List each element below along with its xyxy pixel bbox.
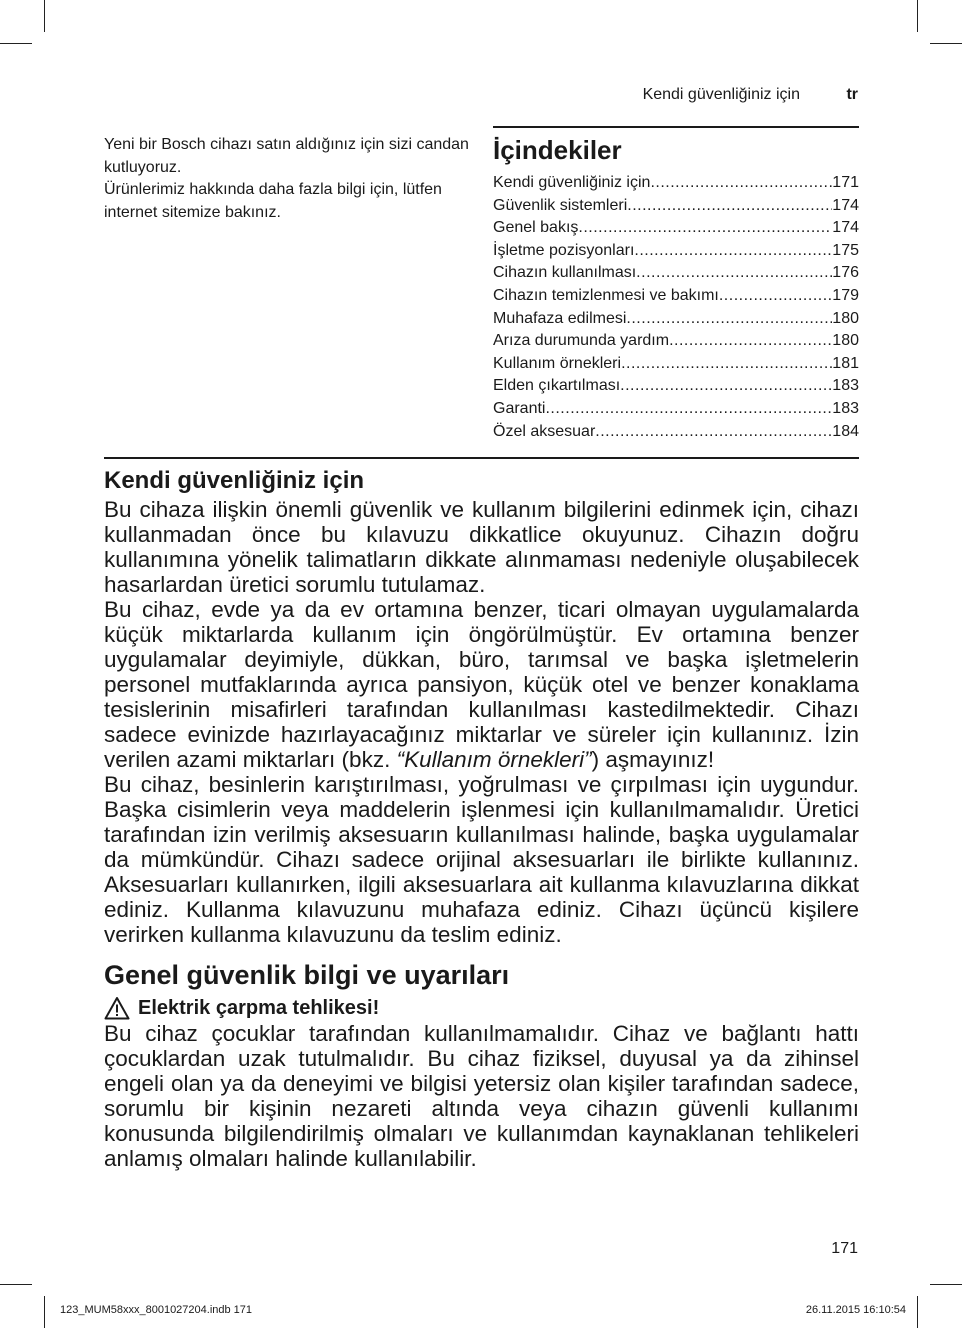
body-paragraph: Bu cihaz çocuklar tarafından kullanılmamalıdır. Cihaz ve bağlantı hattı çocuklardan uzak tutulmalıdır. Bu cihaz fiziksel, duyusal ya da zihinsel engeli olan ya da deneyimi ve bilgisi yetersiz olan kişiler tarafından sadece, sorumlu bir kişinin nezareti altında veya cihazın güvenli kullanımı konusunda bilgilendirilmiş olmaları ve kullanımdan kaynaklanan tehlikeleri anlamış olmaları halinde kullanılabilir. xyxy=(104,1021,859,1171)
crop-mark xyxy=(930,1284,962,1285)
toc-leader-dots xyxy=(650,172,832,195)
intro-paragraph: Yeni bir Bosch cihazı satın aldığınız için sizi candan kutluyoruz. xyxy=(104,136,469,176)
crop-mark xyxy=(0,43,32,44)
warning-text: Elektrik çarpma tehlikesi! xyxy=(138,997,380,1019)
toc-entry-page: 183 xyxy=(832,377,859,395)
toc-entry xyxy=(493,375,859,398)
toc-entry xyxy=(493,308,859,331)
crop-mark xyxy=(44,1296,45,1328)
toc-entry xyxy=(493,330,859,353)
toc-entry-page: 175 xyxy=(832,241,859,259)
toc-entry-page: 181 xyxy=(832,354,859,372)
toc-leader-dots xyxy=(545,398,832,421)
toc-leader-dots xyxy=(627,195,832,218)
toc-entry-label: Kendi güvenliğiniz için xyxy=(493,174,651,191)
toc-entry-page: 180 xyxy=(832,332,859,350)
toc-leader-dots xyxy=(621,353,832,376)
running-header xyxy=(560,86,858,106)
crop-mark xyxy=(930,43,962,44)
toc-entry-page: 174 xyxy=(832,196,859,214)
warning-triangle-icon xyxy=(104,996,130,1020)
toc-entry-label: Özel aksesuar xyxy=(493,422,596,440)
section-title: Genel güvenlik bilgi ve uyarıları xyxy=(104,960,510,990)
toc-leader-dots xyxy=(626,308,832,331)
toc-entry-page: 174 xyxy=(832,219,859,237)
toc-entry xyxy=(493,172,859,195)
warning-heading xyxy=(104,995,859,1021)
toc-entry-page: 183 xyxy=(832,399,859,417)
main-content xyxy=(104,457,859,1171)
toc-entry-label: Kullanım örnekleri xyxy=(493,354,622,372)
toc-entry-label: Cihazın kullanılması xyxy=(493,264,637,282)
toc-entry-label: Elden çıkartılması xyxy=(493,377,621,395)
toc-title: İçindekiler xyxy=(493,135,622,165)
toc-list xyxy=(493,172,859,443)
crop-mark xyxy=(917,0,918,32)
toc-entry xyxy=(493,353,859,376)
toc-entry-page: 176 xyxy=(832,264,859,282)
footer-timestamp: 26.11.2015 16:10:54 xyxy=(805,1304,906,1316)
toc-leader-dots xyxy=(719,285,832,308)
toc-entry-label: Muhafaza edilmesi xyxy=(493,309,627,327)
crop-mark xyxy=(44,0,45,32)
toc-leader-dots xyxy=(634,240,832,263)
body-text: ) aşmayınız! xyxy=(591,747,715,772)
crop-mark xyxy=(0,1284,32,1285)
crop-mark xyxy=(917,1296,918,1328)
header-language: tr xyxy=(846,86,858,103)
toc-entry-label: Güvenlik sistemleri xyxy=(493,196,628,214)
toc-leader-dots xyxy=(595,421,832,444)
intro-paragraph: Ürünlerimiz hakkında daha fazla bilgi için, lütfen internet sitemize bakınız. xyxy=(104,181,442,221)
toc-leader-dots xyxy=(578,217,832,240)
toc-entry-label: Genel bakış xyxy=(493,219,579,237)
section-title: Kendi güvenliğiniz için xyxy=(104,467,365,494)
toc-entry-page: 179 xyxy=(832,286,859,304)
header-title: Kendi güvenliğiniz için xyxy=(642,86,800,103)
toc-entry-label: Cihazın temizlenmesi ve bakımı xyxy=(493,286,719,304)
toc-leader-dots xyxy=(669,330,832,353)
toc-leader-dots xyxy=(636,262,832,285)
cross-reference: “Kullanım örnekleri” xyxy=(396,747,592,772)
body-paragraph: Bu cihaza ilişkin önemli güvenlik ve kullanım bilgilerini edinmek için, cihazı kullanmadan önce bu kılavuzu dikkatlice okuyunuz. Cihazın doğru kullanımına yönelik talimatların dikkate alınmaması nedeniyle oluşabilecek hasarlardan üretici sorumlu tutulamaz. xyxy=(104,497,859,597)
body-paragraph xyxy=(104,597,859,772)
toc-entry xyxy=(493,421,859,444)
toc-entry-label: İşletme pozisyonları xyxy=(493,241,635,259)
toc-entry xyxy=(493,195,859,218)
toc-entry-page: 184 xyxy=(832,422,859,440)
toc-entry xyxy=(493,240,859,263)
toc-entry xyxy=(493,398,859,421)
toc-entry-page: 180 xyxy=(832,309,859,327)
body-text: Bu cihaz, evde ya da ev ortamına benzer, ticari olmayan uygulamalarda küçük miktarlarda kullanım için öngörülmüştür. Ev ortamına benzer uygulamalar deyimiyle, dükkan, büro, tarımsal ve başka işletmelerin personel mutfaklarında ayrıca pansiyon, küçük otel ve benzer konaklama tesislerinin misafirleri tarafından kullanılması kastedilmektedir. Cihazı sadece evinizde hazırlayacağınız miktarlar ve süreler için kullanınız. İzin verilen azami miktarları (bkz. xyxy=(104,597,859,772)
body-paragraph: Bu cihaz, besinlerin karıştırılması, yoğrulması ve çırpılması için uygundur. Başka cisimlerin veya maddelerin işlenmesi için kullanılmamalıdır. Üretici tarafından izin verilmiş aksesuarın kullanılması halinde, başka uygulamalar da mümkündür. Cihazı sadece orijinal aksesuarları ile birlikte kullanınız. Aksesuarları kullanırken, ilgili aksesuarlara ait kullanma kılavuzlarına dikkat ediniz. Kullanma kılavuzunu muhafaza ediniz. Cihazı üçüncü kişilere verirken kullanma kılavuzunu da teslim ediniz. xyxy=(104,772,859,947)
toc-entry-label: Arıza durumunda yardım xyxy=(493,332,670,350)
toc-entry-page: 171 xyxy=(832,174,859,191)
toc-entry xyxy=(493,285,859,308)
toc-leader-dots xyxy=(620,375,832,398)
footer-file-info: 123_MUM58xxx_8001027204.indb 171 xyxy=(60,1304,253,1316)
intro-text xyxy=(104,134,474,224)
page-number: 171 xyxy=(831,1240,858,1257)
toc-entry-label: Garanti xyxy=(493,399,546,417)
toc-entry xyxy=(493,262,859,285)
toc-entry xyxy=(493,217,859,240)
table-of-contents xyxy=(493,126,859,443)
